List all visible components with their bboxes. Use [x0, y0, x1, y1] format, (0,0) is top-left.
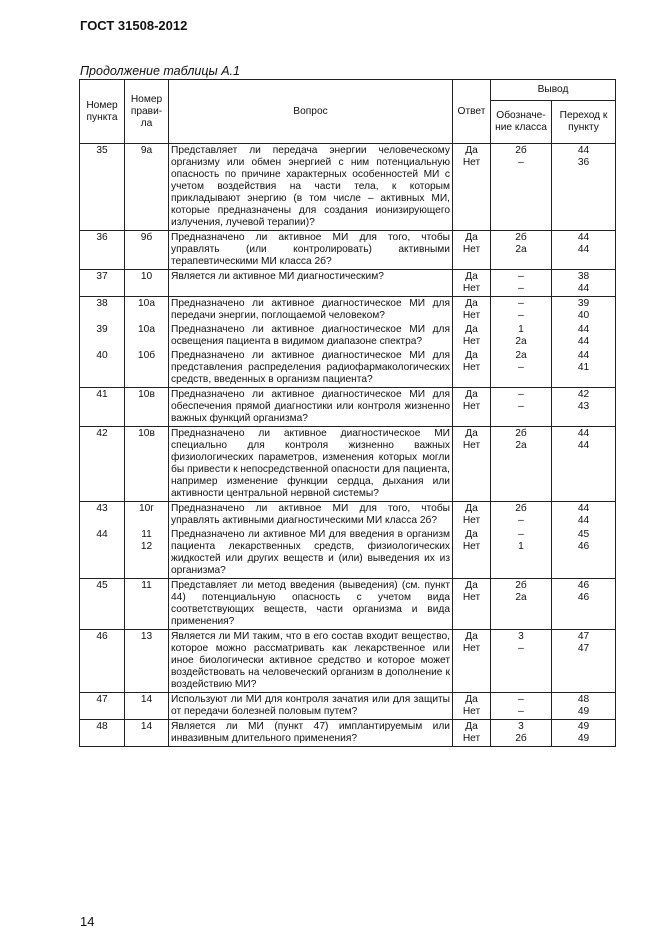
header-rule-number: Номер прави-ла: [125, 80, 169, 144]
rule-value: 10а: [138, 298, 155, 309]
ans-value: Да: [465, 580, 478, 591]
class-cell: [491, 720, 552, 747]
cls-value: 2а: [515, 244, 527, 255]
rule-number-cell: [125, 144, 169, 231]
go-to-cell: [552, 427, 616, 502]
class-cell: [491, 427, 552, 502]
item-number-cell: 39: [80, 323, 125, 349]
header-answer: Ответ: [453, 80, 491, 144]
item-number-cell: 36: [80, 231, 125, 270]
go-value: 45: [577, 529, 590, 540]
rule-number-cell: [125, 388, 169, 427]
table-row: [80, 528, 616, 579]
cls-value: 2а: [515, 350, 527, 361]
question-cell: Предназначено ли активное диагностическое МИ для передачи энергии, поглощаемой человеком?: [169, 297, 453, 324]
header-question: Вопрос: [169, 80, 453, 144]
ans-value: Да: [465, 271, 478, 282]
go-value: 47: [577, 631, 590, 642]
go-to-cell: [552, 579, 616, 630]
question-cell: Предназначено ли активное МИ для введения в организм пациента лекарственных средств, физиологических жидкостей или других веществ и (или) выведения их из организма?: [169, 528, 453, 579]
rule-number-cell: [125, 270, 169, 297]
cls-value: –: [518, 157, 524, 168]
question-cell: Предназначено ли активное МИ для того, чтобы управлять (или контролировать) активными терапевтическими МИ класса 2б?: [169, 231, 453, 270]
ans-value: Нет: [462, 643, 481, 654]
cls-value: 3: [518, 631, 524, 642]
cls-value: 2б: [515, 145, 527, 156]
rule-value: 10б: [137, 350, 156, 361]
answer-cell: [453, 323, 491, 349]
item-number-cell: 48: [80, 720, 125, 747]
cls-value: –: [518, 283, 524, 294]
go-to-cell: [552, 323, 616, 349]
cls-value: –: [518, 643, 524, 654]
item-number-cell: 44: [80, 528, 125, 579]
rule-number-cell: [125, 231, 169, 270]
table-row: [80, 388, 616, 427]
cls-value: 2а: [515, 336, 527, 347]
go-to-cell: [552, 630, 616, 693]
answer-cell: [453, 630, 491, 693]
cls-value: –: [518, 298, 524, 309]
go-to-cell: [552, 528, 616, 579]
answer-cell: [453, 388, 491, 427]
cls-value: 1: [518, 324, 524, 335]
answer-cell: [453, 231, 491, 270]
answer-cell: [453, 349, 491, 388]
cls-value: –: [518, 310, 524, 321]
cls-value: 2б: [515, 232, 527, 243]
rule-number-cell: [125, 720, 169, 747]
answer-cell: [453, 270, 491, 297]
go-value: 44: [577, 145, 590, 156]
header-go-to-item: Переход к пункту: [552, 101, 616, 144]
item-number-cell: 35: [80, 144, 125, 231]
table-row: [80, 630, 616, 693]
go-value: 47: [577, 643, 590, 654]
header-class-designation: Обозначе-ние класса: [491, 101, 552, 144]
class-cell: [491, 630, 552, 693]
question-cell: Является ли МИ (пункт 47) имплантируемым или инвазивным длительного применения?: [169, 720, 453, 747]
rule-number-cell: [125, 693, 169, 720]
cls-value: –: [518, 401, 524, 412]
question-cell: Предназначено ли активное диагностическое МИ для освещения пациента в видимом диапазоне спектра?: [169, 323, 453, 349]
table-row: [80, 231, 616, 270]
item-number-cell: 43: [80, 502, 125, 529]
ans-value: Нет: [462, 541, 481, 552]
ans-value: Нет: [462, 244, 481, 255]
cls-value: –: [518, 706, 524, 717]
rule-value: 12: [140, 541, 153, 552]
class-cell: [491, 270, 552, 297]
table-row: [80, 144, 616, 231]
rule-value: 14: [140, 694, 153, 705]
question-cell: Предназначено ли активное диагностическое МИ специально для контроля жизненно важных физиологических параметров, изменения которых могли бы привести к непосредственной опасности для пациента, например изменение функции сердца, дыхания или активности центральной нервной системы?: [169, 427, 453, 502]
answer-cell: [453, 297, 491, 324]
ans-value: Нет: [462, 310, 481, 321]
rule-value: 10в: [138, 428, 155, 439]
go-value: 44: [577, 324, 590, 335]
rule-value: 10а: [138, 324, 155, 335]
ans-value: Нет: [462, 283, 481, 294]
cls-value: 2б: [515, 428, 527, 439]
table-row: [80, 427, 616, 502]
answer-cell: [453, 502, 491, 529]
rule-number-cell: [125, 297, 169, 324]
question-cell: Представляет ли метод введения (выведения) (см. пункт 44) потенциальную опасность с учетом вида соответствующих веществ, части организма и вида применения?: [169, 579, 453, 630]
cls-value: –: [518, 389, 524, 400]
question-cell: Предназначено ли активное диагностическое МИ для представления распределения радиофармакологических средств, введенных в организм пациента?: [169, 349, 453, 388]
go-value: 41: [577, 362, 590, 373]
go-to-cell: [552, 270, 616, 297]
answer-cell: [453, 528, 491, 579]
class-cell: [491, 502, 552, 529]
go-value: 39: [577, 298, 590, 309]
cls-value: –: [518, 694, 524, 705]
table-row: [80, 720, 616, 747]
go-value: 49: [577, 706, 590, 717]
ans-value: Нет: [462, 592, 481, 603]
class-cell: [491, 349, 552, 388]
go-value: 44: [577, 232, 590, 243]
header-conclusion: Вывод: [491, 80, 616, 101]
go-value: 44: [577, 440, 590, 451]
go-value: 49: [577, 721, 590, 732]
answer-cell: [453, 693, 491, 720]
ans-value: Нет: [462, 440, 481, 451]
item-number-cell: 41: [80, 388, 125, 427]
ans-value: Нет: [462, 336, 481, 347]
ans-value: Да: [465, 428, 478, 439]
rule-value: 10г: [138, 503, 155, 514]
cls-value: –: [518, 362, 524, 373]
go-value: 44: [577, 283, 590, 294]
ans-value: Да: [465, 389, 478, 400]
class-cell: [491, 144, 552, 231]
go-value: 48: [577, 694, 590, 705]
rule-value: 11: [141, 529, 152, 540]
cls-value: 2а: [515, 592, 527, 603]
question-cell: Является ли МИ таким, что в его состав входит вещество, которое можно рассматривать как лекарственное или иное биологически активное средство и которое может воздействовать на человеческий организм в дополнение к воздействию МИ?: [169, 630, 453, 693]
go-value: 46: [577, 592, 590, 603]
page-number: 14: [80, 914, 95, 929]
go-to-cell: [552, 388, 616, 427]
rule-value: 11: [141, 580, 152, 591]
class-cell: [491, 693, 552, 720]
rule-value: 10в: [138, 389, 155, 400]
rule-value: 9б: [140, 232, 153, 243]
answer-cell: [453, 144, 491, 231]
ans-value: Да: [465, 721, 478, 732]
go-value: 44: [577, 428, 590, 439]
ans-value: Нет: [462, 706, 481, 717]
table-row: [80, 297, 616, 324]
table-caption: Продолжение таблицы А.1: [80, 64, 240, 78]
rule-number-cell: [125, 630, 169, 693]
ans-value: Да: [465, 324, 478, 335]
question-cell: Является ли активное МИ диагностическим?: [169, 270, 453, 297]
table-row: [80, 323, 616, 349]
question-cell: Представляет ли передача энергии человеческому организму или обмен энергией с ним потенциальную опасность по причине характерных особенностей МИ с учетом воздействия на части тела, к которым прикладывают энергию (в том числе – активных МИ, которые предназначены для создания ионизирующего излучения, лучевой терапии)?: [169, 144, 453, 231]
table-row: [80, 502, 616, 529]
go-value: 49: [577, 733, 590, 744]
go-to-cell: [552, 144, 616, 231]
class-cell: [491, 579, 552, 630]
rule-number-cell: [125, 427, 169, 502]
go-value: 36: [577, 157, 590, 168]
ans-value: Да: [465, 529, 478, 540]
cls-value: –: [518, 529, 524, 540]
cls-value: 1: [518, 541, 524, 552]
go-value: 44: [577, 503, 590, 514]
go-value: 43: [577, 401, 590, 412]
cls-value: 2б: [515, 733, 527, 744]
class-cell: [491, 297, 552, 324]
ans-value: Да: [465, 350, 478, 361]
header-item-number: Номер пункта: [80, 80, 125, 144]
go-to-cell: [552, 720, 616, 747]
go-value: 44: [577, 336, 590, 347]
rule-value: 13: [140, 631, 153, 642]
rule-value: 14: [140, 721, 153, 732]
rule-number-cell: [125, 579, 169, 630]
document-code: ГОСТ 31508-2012: [80, 18, 188, 33]
question-cell: Используют ли МИ для контроля зачатия или для защиты от передачи болезней половым путем?: [169, 693, 453, 720]
cls-value: –: [518, 271, 524, 282]
class-cell: [491, 231, 552, 270]
go-value: 40: [577, 310, 590, 321]
ans-value: Да: [465, 298, 478, 309]
go-to-cell: [552, 502, 616, 529]
rule-value: 10: [140, 271, 153, 282]
rule-number-cell: [125, 323, 169, 349]
question-cell: Предназначено ли активное диагностическое МИ для обеспечения прямой диагностики или контроля жизненно важных функций организма?: [169, 388, 453, 427]
cls-value: 3: [518, 721, 524, 732]
class-cell: [491, 528, 552, 579]
ans-value: Да: [465, 694, 478, 705]
go-value: 44: [577, 515, 590, 526]
table-row: [80, 270, 616, 297]
class-cell: [491, 388, 552, 427]
answer-cell: [453, 579, 491, 630]
item-number-cell: 46: [80, 630, 125, 693]
ans-value: Да: [465, 631, 478, 642]
table-row: [80, 693, 616, 720]
cls-value: 2б: [515, 503, 527, 514]
ans-value: Нет: [462, 362, 481, 373]
answer-cell: [453, 720, 491, 747]
item-number-cell: 47: [80, 693, 125, 720]
item-number-cell: 40: [80, 349, 125, 388]
cls-value: 2б: [515, 580, 527, 591]
go-value: 46: [577, 580, 590, 591]
go-to-cell: [552, 693, 616, 720]
answer-cell: [453, 427, 491, 502]
ans-value: Нет: [462, 515, 481, 526]
ans-value: Нет: [462, 733, 481, 744]
ans-value: Нет: [462, 157, 481, 168]
go-value: 44: [577, 350, 590, 361]
cls-value: 2а: [515, 440, 527, 451]
item-number-cell: 45: [80, 579, 125, 630]
class-cell: [491, 323, 552, 349]
go-to-cell: [552, 297, 616, 324]
rule-number-cell: [125, 528, 169, 579]
table-row: [80, 579, 616, 630]
go-value: 38: [577, 271, 590, 282]
ans-value: Нет: [462, 401, 481, 412]
table-row: [80, 349, 616, 388]
rule-number-cell: [125, 349, 169, 388]
go-value: 42: [577, 389, 590, 400]
ans-value: Да: [465, 232, 478, 243]
rule-number-cell: [125, 502, 169, 529]
item-number-cell: 42: [80, 427, 125, 502]
item-number-cell: 38: [80, 297, 125, 324]
ans-value: Да: [465, 503, 478, 514]
question-cell: Предназначено ли активное МИ для того, чтобы управлять активными диагностическими МИ класса 2б?: [169, 502, 453, 529]
go-value: 46: [577, 541, 590, 552]
go-to-cell: [552, 231, 616, 270]
go-to-cell: [552, 349, 616, 388]
item-number-cell: 37: [80, 270, 125, 297]
cls-value: –: [518, 515, 524, 526]
rule-value: 9а: [140, 145, 153, 156]
classification-table: [79, 79, 616, 747]
go-value: 44: [577, 244, 590, 255]
ans-value: Да: [465, 145, 478, 156]
